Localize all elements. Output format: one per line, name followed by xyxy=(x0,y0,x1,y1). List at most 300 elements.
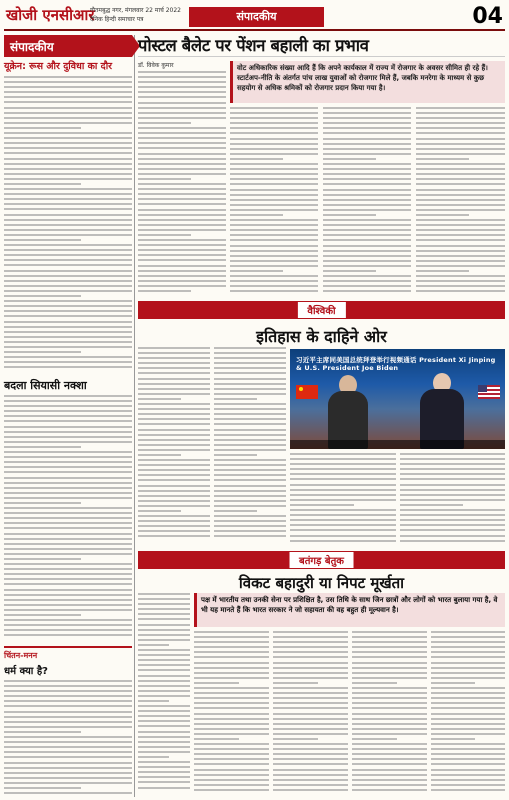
text-line xyxy=(4,578,132,580)
text-line xyxy=(431,672,505,674)
text-line xyxy=(416,285,505,287)
text-line xyxy=(230,275,318,277)
text-line xyxy=(416,229,505,231)
text-line xyxy=(290,519,396,521)
text-line xyxy=(138,91,226,93)
story-body xyxy=(416,107,505,297)
text-line xyxy=(138,81,226,83)
text-line xyxy=(416,270,469,272)
text-line xyxy=(214,520,286,522)
text-line xyxy=(138,434,210,436)
text-line xyxy=(323,199,411,201)
text-line xyxy=(194,733,269,735)
text-line xyxy=(4,533,132,535)
text-line xyxy=(273,667,348,669)
text-line xyxy=(138,746,190,748)
story-body xyxy=(4,76,132,376)
text-line xyxy=(273,682,318,684)
text-line xyxy=(416,132,505,134)
text-line xyxy=(230,224,318,226)
text-line xyxy=(323,255,411,257)
text-line xyxy=(214,398,257,400)
text-line xyxy=(230,280,318,282)
text-line xyxy=(352,733,427,735)
text-line xyxy=(4,351,81,353)
text-line xyxy=(4,137,132,139)
text-line xyxy=(194,702,269,704)
text-line xyxy=(138,403,210,405)
text-line xyxy=(4,700,132,702)
text-line xyxy=(138,449,210,451)
text-line xyxy=(273,723,348,725)
text-line xyxy=(416,163,505,165)
text-line xyxy=(352,631,427,633)
text-line xyxy=(230,143,318,145)
text-line xyxy=(230,127,318,129)
text-line xyxy=(416,127,505,129)
news-photo xyxy=(290,349,505,449)
text-line xyxy=(431,713,505,715)
text-line xyxy=(214,347,286,349)
text-line xyxy=(416,255,505,257)
text-line xyxy=(138,700,169,702)
text-line xyxy=(214,439,286,441)
text-line xyxy=(4,219,132,221)
text-line xyxy=(290,484,396,486)
text-line xyxy=(273,789,348,791)
text-line xyxy=(214,423,286,425)
text-line xyxy=(4,420,132,422)
text-line xyxy=(4,405,132,407)
text-line xyxy=(138,766,190,768)
text-line xyxy=(4,198,132,200)
text-line xyxy=(4,295,81,297)
masthead xyxy=(4,3,505,31)
issue-date: गौतमबुद्ध नगर, मंगलवार 22 मार्च 2022 xyxy=(90,7,182,14)
text-line xyxy=(4,507,132,509)
text-line xyxy=(4,193,132,195)
text-line xyxy=(352,697,427,699)
text-line xyxy=(138,163,226,165)
text-line xyxy=(273,651,348,653)
text-line xyxy=(4,208,132,210)
text-line xyxy=(431,733,505,735)
author-byline: डॉ. विवेक कुमार xyxy=(138,62,174,69)
text-line xyxy=(4,410,132,412)
text-line xyxy=(290,453,396,455)
text-line xyxy=(138,259,226,261)
text-line xyxy=(352,738,397,740)
text-line xyxy=(4,249,132,251)
story-body xyxy=(4,395,132,640)
text-line xyxy=(4,736,132,738)
text-line xyxy=(431,651,505,653)
text-line xyxy=(138,781,190,783)
text-line xyxy=(4,285,132,287)
text-line xyxy=(4,695,132,697)
text-line xyxy=(323,178,411,180)
text-line xyxy=(138,102,226,104)
text-line xyxy=(400,489,505,491)
text-line xyxy=(138,112,226,114)
text-line xyxy=(138,158,226,160)
text-line xyxy=(138,618,190,620)
text-line xyxy=(138,771,190,773)
text-line xyxy=(431,677,505,679)
us-flag-icon xyxy=(478,385,500,399)
text-line xyxy=(273,753,348,755)
text-line xyxy=(230,270,283,272)
text-line xyxy=(273,677,348,679)
story-headline: यूक्रेन: रूस और दुविधा का दौर xyxy=(4,61,113,72)
text-line xyxy=(138,720,190,722)
text-line xyxy=(290,529,396,531)
text-line xyxy=(138,378,210,380)
text-line xyxy=(273,702,348,704)
text-line xyxy=(230,245,318,247)
text-line xyxy=(214,535,286,537)
text-line xyxy=(4,619,132,621)
text-line xyxy=(273,641,348,643)
text-line xyxy=(431,692,505,694)
text-line xyxy=(431,774,505,776)
text-line xyxy=(400,504,463,506)
text-line xyxy=(214,459,286,461)
text-line xyxy=(194,697,269,699)
text-line xyxy=(4,183,81,185)
text-line xyxy=(400,473,505,475)
text-line xyxy=(4,792,132,794)
text-line xyxy=(138,639,190,641)
text-line xyxy=(352,641,427,643)
text-line xyxy=(4,310,132,312)
text-line xyxy=(323,153,411,155)
text-line xyxy=(138,664,190,666)
thought-tag: चिंतन-मनन xyxy=(4,646,132,661)
text-line xyxy=(4,173,132,175)
text-line xyxy=(138,383,210,385)
text-line xyxy=(214,474,286,476)
text-line xyxy=(138,76,226,78)
text-line xyxy=(4,127,81,129)
text-line xyxy=(214,352,286,354)
text-line xyxy=(416,280,505,282)
text-line xyxy=(194,728,269,730)
text-line xyxy=(138,459,210,461)
text-line xyxy=(352,758,427,760)
text-line xyxy=(323,194,411,196)
text-line xyxy=(4,203,132,205)
text-line xyxy=(416,234,505,236)
text-line xyxy=(352,748,427,750)
text-line xyxy=(138,224,226,226)
text-line xyxy=(138,153,226,155)
text-line xyxy=(138,644,169,646)
text-line xyxy=(352,682,397,684)
pull-quote: पक्ष में भारतीय तथा उनकी सेना पर प्रशिक्षित है, उस तिथि के साथ जिन छात्रों और लोगों को भारत बुलाया गया है, वे भी यह मानते हैं कि भारत सरकार ने जो सहायता की वह बहुत ही मूल्यवान है। xyxy=(194,593,505,627)
text-line xyxy=(138,265,226,267)
text-line xyxy=(138,654,190,656)
text-line xyxy=(138,86,226,88)
text-line xyxy=(290,504,354,506)
text-line xyxy=(323,260,411,262)
text-line xyxy=(400,529,505,531)
newspaper-logo: खोजी एनसीआर xyxy=(6,6,95,24)
text-line xyxy=(4,746,132,748)
text-line xyxy=(138,393,210,395)
text-line xyxy=(352,784,427,786)
text-line xyxy=(138,613,190,615)
text-line xyxy=(214,429,286,431)
text-line xyxy=(273,769,348,771)
text-line xyxy=(273,631,348,633)
section-band-title: वैश्विकी xyxy=(297,302,345,318)
text-line xyxy=(352,677,427,679)
text-line xyxy=(323,285,411,287)
text-line xyxy=(352,743,427,745)
text-line xyxy=(4,436,132,438)
text-line xyxy=(194,662,269,664)
text-line xyxy=(138,137,226,139)
text-line xyxy=(431,738,475,740)
global-story xyxy=(138,301,505,547)
text-line xyxy=(138,593,190,595)
section-band xyxy=(138,301,505,319)
text-line xyxy=(400,535,505,537)
text-line xyxy=(4,229,132,231)
text-line xyxy=(416,209,505,211)
text-line xyxy=(138,219,226,221)
text-line xyxy=(4,568,132,570)
text-line xyxy=(194,748,269,750)
newspaper-page xyxy=(4,3,505,797)
text-line xyxy=(230,153,318,155)
text-line xyxy=(230,250,318,252)
page-number: 04 xyxy=(472,4,503,29)
text-line xyxy=(4,214,132,216)
text-line xyxy=(4,400,132,402)
text-line xyxy=(4,142,132,144)
photo-banner: 习近平主席同美国总统拜登举行视频通话 President Xi Jinping & U.S. President Joe Biden xyxy=(296,356,496,372)
text-line xyxy=(323,143,411,145)
text-line xyxy=(138,669,190,671)
text-line xyxy=(138,535,210,537)
text-line xyxy=(138,96,226,98)
text-line xyxy=(4,456,132,458)
text-line xyxy=(4,188,132,190)
text-line xyxy=(194,667,269,669)
text-line xyxy=(273,784,348,786)
story-body xyxy=(273,631,348,795)
text-line xyxy=(214,362,286,364)
text-line xyxy=(138,142,226,144)
text-line xyxy=(138,685,190,687)
text-line xyxy=(273,718,348,720)
text-line xyxy=(4,122,132,124)
text-line xyxy=(4,548,132,550)
text-line xyxy=(4,290,132,292)
text-line xyxy=(431,641,505,643)
text-line xyxy=(4,254,132,256)
text-line xyxy=(138,624,190,626)
text-line xyxy=(138,367,210,369)
text-line xyxy=(4,366,132,368)
text-line xyxy=(214,357,286,359)
text-line xyxy=(4,751,132,753)
section-band-title: बतंगड़ बेतुक xyxy=(289,552,354,568)
text-line xyxy=(230,219,318,221)
text-line xyxy=(431,697,505,699)
text-line xyxy=(214,383,286,385)
text-line xyxy=(138,147,226,149)
text-line xyxy=(138,107,226,109)
text-line xyxy=(214,510,257,512)
text-line xyxy=(323,127,411,129)
text-line xyxy=(230,194,318,196)
text-line xyxy=(4,361,132,363)
text-line xyxy=(138,193,226,195)
text-line xyxy=(352,636,427,638)
text-line xyxy=(323,107,411,109)
text-line xyxy=(323,239,411,241)
text-line xyxy=(194,672,269,674)
text-line xyxy=(138,525,210,527)
text-line xyxy=(416,219,505,221)
text-line xyxy=(416,199,505,201)
text-line xyxy=(138,629,190,631)
text-line xyxy=(138,275,226,277)
text-line xyxy=(230,189,318,191)
text-line xyxy=(4,482,132,484)
story-body xyxy=(138,593,190,795)
text-line xyxy=(138,603,190,605)
text-line xyxy=(352,707,427,709)
text-line xyxy=(416,204,505,206)
text-line xyxy=(416,265,505,267)
text-line xyxy=(4,634,132,636)
text-line xyxy=(323,122,411,124)
text-line xyxy=(4,168,132,170)
text-line xyxy=(138,731,190,733)
text-line xyxy=(4,782,132,784)
text-line xyxy=(194,763,269,765)
text-line xyxy=(400,509,505,511)
text-line xyxy=(4,300,132,302)
text-line xyxy=(416,143,505,145)
text-line xyxy=(4,86,132,88)
text-line xyxy=(230,117,318,119)
text-line xyxy=(323,229,411,231)
text-line xyxy=(431,779,505,781)
text-line xyxy=(290,499,396,501)
text-line xyxy=(4,721,132,723)
text-line xyxy=(431,763,505,765)
text-line xyxy=(400,468,505,470)
text-line xyxy=(431,656,505,658)
text-line xyxy=(4,466,132,468)
text-line xyxy=(431,636,505,638)
text-line xyxy=(214,378,286,380)
text-line xyxy=(290,535,396,537)
text-line xyxy=(416,260,505,262)
text-line xyxy=(214,469,286,471)
text-line xyxy=(431,631,505,633)
text-line xyxy=(194,651,269,653)
text-line xyxy=(4,117,132,119)
text-line xyxy=(431,753,505,755)
text-line xyxy=(400,519,505,521)
text-line xyxy=(352,789,427,791)
text-line xyxy=(138,736,190,738)
text-line xyxy=(273,733,348,735)
text-line xyxy=(138,659,190,661)
text-line xyxy=(230,265,318,267)
text-line xyxy=(290,494,396,496)
text-line xyxy=(4,690,132,692)
text-line xyxy=(4,477,132,479)
editorial-label: संपादकीय xyxy=(4,35,132,57)
text-line xyxy=(273,738,318,740)
text-line xyxy=(4,711,132,713)
text-line xyxy=(138,408,210,410)
text-line xyxy=(416,194,505,196)
text-line xyxy=(273,779,348,781)
text-line xyxy=(4,234,132,236)
story-body xyxy=(352,631,427,795)
text-line xyxy=(4,96,132,98)
text-line xyxy=(273,662,348,664)
text-line xyxy=(273,672,348,674)
text-line xyxy=(323,270,376,272)
text-line xyxy=(431,682,475,684)
text-line xyxy=(416,138,505,140)
text-line xyxy=(230,148,318,150)
text-line xyxy=(214,530,286,532)
text-line xyxy=(4,731,81,733)
story-body xyxy=(4,680,132,798)
text-line xyxy=(431,758,505,760)
text-line xyxy=(4,147,132,149)
text-line xyxy=(416,107,505,109)
text-line xyxy=(194,692,269,694)
text-line xyxy=(400,540,505,542)
text-line xyxy=(4,426,132,428)
text-line xyxy=(230,132,318,134)
text-line xyxy=(4,280,132,282)
text-line xyxy=(4,81,132,83)
text-line xyxy=(230,163,318,165)
text-line xyxy=(138,439,210,441)
text-line xyxy=(138,454,181,456)
text-line xyxy=(273,748,348,750)
text-line xyxy=(352,651,427,653)
lead-story xyxy=(138,35,505,299)
text-line xyxy=(400,514,505,516)
text-line xyxy=(4,573,132,575)
text-line xyxy=(138,229,226,231)
thought-title: धर्म क्या है? xyxy=(4,666,48,677)
text-line xyxy=(290,524,396,526)
text-line xyxy=(416,122,505,124)
text-line xyxy=(138,372,210,374)
text-line xyxy=(230,239,318,241)
text-line xyxy=(4,502,81,504)
left-column xyxy=(4,35,132,797)
text-line xyxy=(214,434,286,436)
text-line xyxy=(138,530,210,532)
text-line xyxy=(214,495,286,497)
text-line xyxy=(214,525,286,527)
